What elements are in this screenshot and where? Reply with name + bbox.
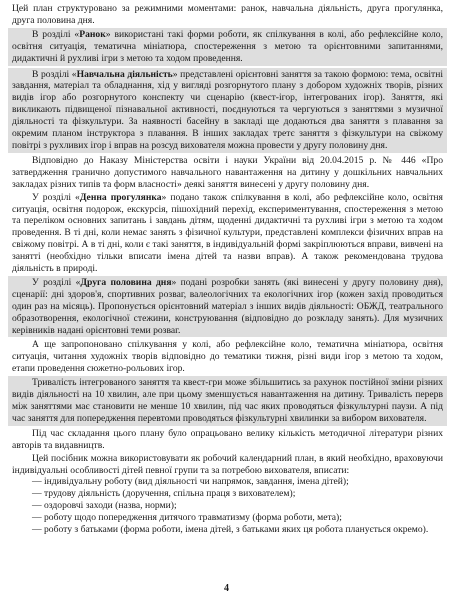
- paragraph-text: » представлені орієнтовні заняття за такою формою: тема, освітні завдання, матеріал та обладнання, хід у вигляді розгорнутого плану з добором художніх творів, різних видів ігор або розгорнутого конспекту чи сценарію (квест-ігор, інтегрованих ігор). Заняття, які викликають підвищеної пізнавальної активності, поєднуються та чергуються з заняттями з музичної діяльності та фізкультури. За наявності басейну в закладі ще додаються два заняття з плавання за окремим планом інструктора з плавання. В інших закладах третє заняття з фізкультури на свіжому повітрі з рухливих ігор і вправ на розсуд вихователя можна провести у другу половину дня.: [12, 68, 444, 151]
- paragraph-text: У розділі «: [32, 191, 80, 203]
- paragraph-text: Відповідно до Наказу Міністерства освіти і науки України від 20.04.2015 р. № 446 «Про затвердження гранично допустимого навчального навантаження на дитину у дошкільних навчальних закладах різних типів та форм власності» деякі заняття винесені у другу половину дня.: [12, 154, 443, 190]
- list-item: — трудову діяльність (доручення, спільна праця з вихователем);: [32, 488, 296, 500]
- paragraph: [8, 276, 447, 338]
- section-name: Навчальна діяльність: [76, 68, 173, 80]
- paragraph: [12, 453, 443, 477]
- page-number: 4: [224, 583, 229, 594]
- paragraph-text: У розділі «: [32, 276, 81, 288]
- list-item: — роботу з батьками (форма роботи, імена дітей, з батьками яких ця робота планується окремо).: [32, 524, 429, 536]
- paragraph-text: В розділі «: [32, 68, 77, 80]
- paragraph-text: Тривалість інтегрованого заняття та квест-гри може збільшитись за рахунок постійної зміни різних видів діяльності на 10 хвилин, але при цьому зменшується навантаження на дитину. Тривалість перерв між заняттями має становити не менше 10 хвилин, під час яких проводяться фізкультурні паузи. А під час заняття для попередження перевтоми проводяться фізкультурні хвилинки за вибором вихователя.: [12, 377, 443, 424]
- paragraph-text: » подано також спілкування в колі, або рефлексійне коло, освітня ситуація, освітня подорож, екскурсія, пішохідний перехід, експериментування, спостереження з метою та переліком основних запитань і завдань дітям, щоденні дидактичні та рухливі ігри з метою та ходом проведення. В ті дні, коли немає занять з фізичної культури, представлені комплекси фізичних вправ на свіжому повітрі. А в ті дні, коли є такі заняття, в індивідуальній формі закріплюються вправи, вивчені на занятті (необхідно тільки вписати імена дітей та назви вправ). А також рекомендована трудова діяльність в природі.: [12, 191, 443, 275]
- paragraph: [8, 376, 447, 426]
- paragraph-text: А ще запропоновано спілкування у колі, або рефлексійне коло, тематична мініатюра, освітня ситуація, читання художніх творів відповідно до тематики тижня, різні види ігор з метою та ходом, етапи проведення сюжетно-рольових ігор.: [12, 339, 443, 375]
- paragraph: [8, 28, 447, 66]
- paragraphs-container: [12, 3, 443, 476]
- paragraph-text: » використані такі форми роботи, як спілкування в колі, або рефлексійне коло, освітня ситуація, тематична мініатюра, спостереження з метою та орієнтовними запитаннями, дидактичні й рухливі ігри з метою та ходом проведення.: [12, 28, 444, 64]
- list-item: — оздоровчі заходи (назва, норми);: [32, 500, 177, 512]
- paragraph-text: Цей план структуровано за режимними моментами: ранок, навчальна діяльність, друга прогулянка, друга половина дня.: [12, 3, 443, 26]
- paragraph: [12, 3, 443, 27]
- paragraph-text: Під час складання цього плану було опрацьовано велику кількість методичної літератури різних авторів та видавництв.: [12, 427, 443, 451]
- paragraph: [12, 339, 443, 375]
- section-name: Друга половина дня: [80, 276, 172, 288]
- list-item: — індивідуальну роботу (вид діяльності чи напрямок, завдання, імена дітей);: [32, 476, 349, 488]
- paragraph-text: » подані розробки занять (які винесені у другу половину дня), сценарії: дні здоров'я, спортивних розваг, валеологічних та екологічних ігор (кожен захід проводиться один раз на місяць). Пропонується орієнтовний матеріал з інших видів діяльності: ОБЖД, театрального образотворення, екологічної стежини, конструювання (відповідно до розкладу занять). Для музичних керівників надані орієнтовні теми розваг.: [12, 276, 443, 336]
- section-name: Денна прогулянка: [79, 191, 162, 203]
- paragraph: [12, 155, 443, 191]
- section-name: Ранок: [79, 28, 106, 40]
- paragraph: [12, 192, 443, 275]
- paragraph-text: В розділі «: [32, 28, 80, 40]
- paragraph: [12, 428, 443, 452]
- page-body: [12, 3, 443, 536]
- task-list: [12, 476, 443, 536]
- paragraph-text: Цей посібник можна використовувати як робочий календарний план, в який необхідно, враховуючи індивідуальні особливості дітей певної групи та за потребою вихователя, вписати:: [12, 452, 443, 476]
- paragraph: [8, 68, 447, 153]
- list-item: — роботу щодо попередження дитячого травматизму (форма роботи, мета);: [32, 512, 342, 524]
